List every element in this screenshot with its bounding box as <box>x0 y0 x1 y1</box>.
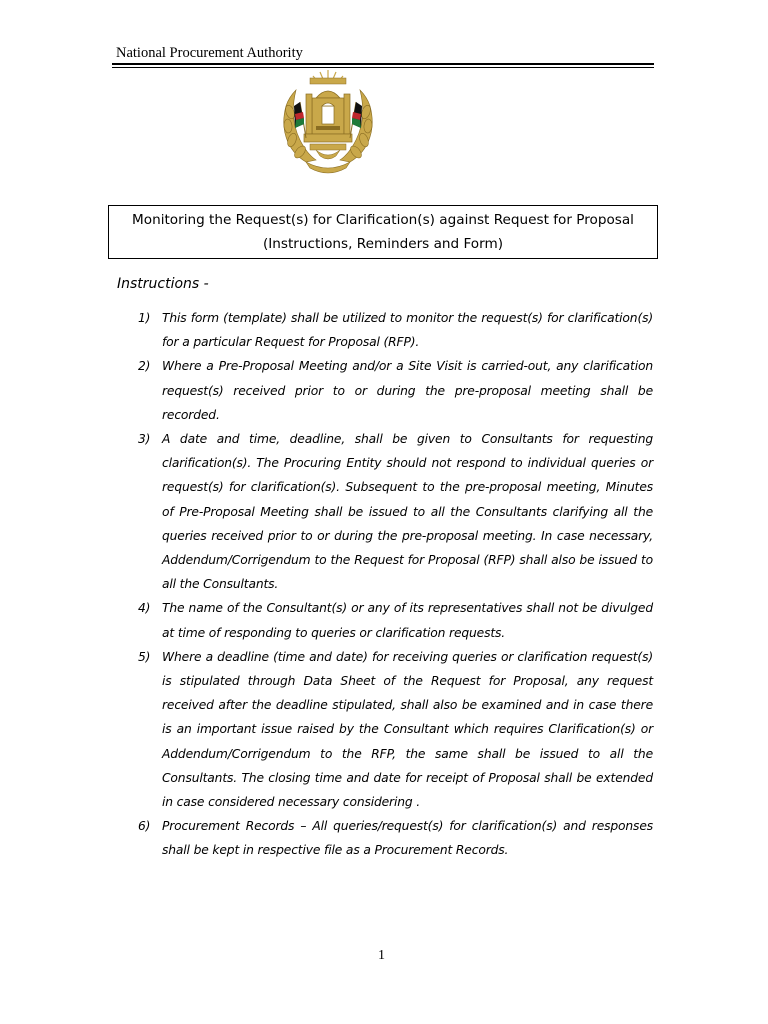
instruction-text: The name of the Consultant(s) or any of its representatives shall not be divulged at time of responding to queries or clarification requests. <box>162 601 653 640</box>
national-emblem-icon <box>276 66 380 174</box>
page-number: 1 <box>378 948 385 963</box>
instruction-text: This form (template) shall be utilized to monitor the request(s) for clarification(s) for a particular Request for Proposal (RFP). <box>162 311 653 350</box>
header-rule-secondary <box>112 67 654 68</box>
document-title-box <box>108 205 658 259</box>
instruction-item <box>138 354 653 427</box>
instruction-text: Where a deadline (time and date) for receiving queries or clarification request(s) is stipulated through Data Sheet of the Request for Proposal, any request received after the deadline stipulated, shall also be examined and in case there is an important issue raised by the Consultant which requires Clarification(s) or Addendum/Corrigendum to the RFP, the same shall be issued to all the Consultants. The closing time and date for receipt of Proposal shall be extended in case considered necessary considering . <box>162 649 653 810</box>
instruction-number: 3) <box>138 432 151 447</box>
header-organization: National Procurement Authority <box>116 45 303 61</box>
instruction-item <box>138 427 653 596</box>
instruction-number: 4) <box>138 601 151 616</box>
instruction-number: 2) <box>138 359 151 374</box>
header-rule <box>112 63 654 65</box>
instructions-list <box>138 306 653 863</box>
instruction-text: Procurement Records – All queries/request(s) for clarification(s) and responses shall be kept in respective file as a Procurement Records. <box>162 819 653 858</box>
instruction-item <box>138 596 653 644</box>
instruction-text: A date and time, deadline, shall be given to Consultants for requesting clarification(s). The Procuring Entity should not respond to individual queries or request(s) for clarification(s). Subsequent to the pre-proposal meeting, Minutes of Pre-Proposal Meeting shall be issued to all the Consultants clarifying all the queries received prior to or during the pre-proposal meeting. In case necessary, Addendum/Corrigendum to the Request for Proposal (RFP) shall also be issued to all the Consultants. <box>162 432 653 592</box>
instruction-item <box>138 814 653 862</box>
document-title: Monitoring the Request(s) for Clarification(s) against Request for Proposal <box>132 212 634 228</box>
instructions-heading: Instructions - <box>117 276 209 292</box>
instruction-item <box>138 645 653 814</box>
instruction-text: Where a Pre-Proposal Meeting and/or a Site Visit is carried-out, any clarification request(s) received prior to or during the pre-proposal meeting shall be recorded. <box>162 359 653 422</box>
instruction-number: 5) <box>138 649 151 664</box>
instruction-number: 1) <box>138 311 151 325</box>
document-subtitle: (Instructions, Reminders and Form) <box>262 236 504 252</box>
instruction-item <box>138 306 653 354</box>
instruction-number: 6) <box>138 819 151 834</box>
